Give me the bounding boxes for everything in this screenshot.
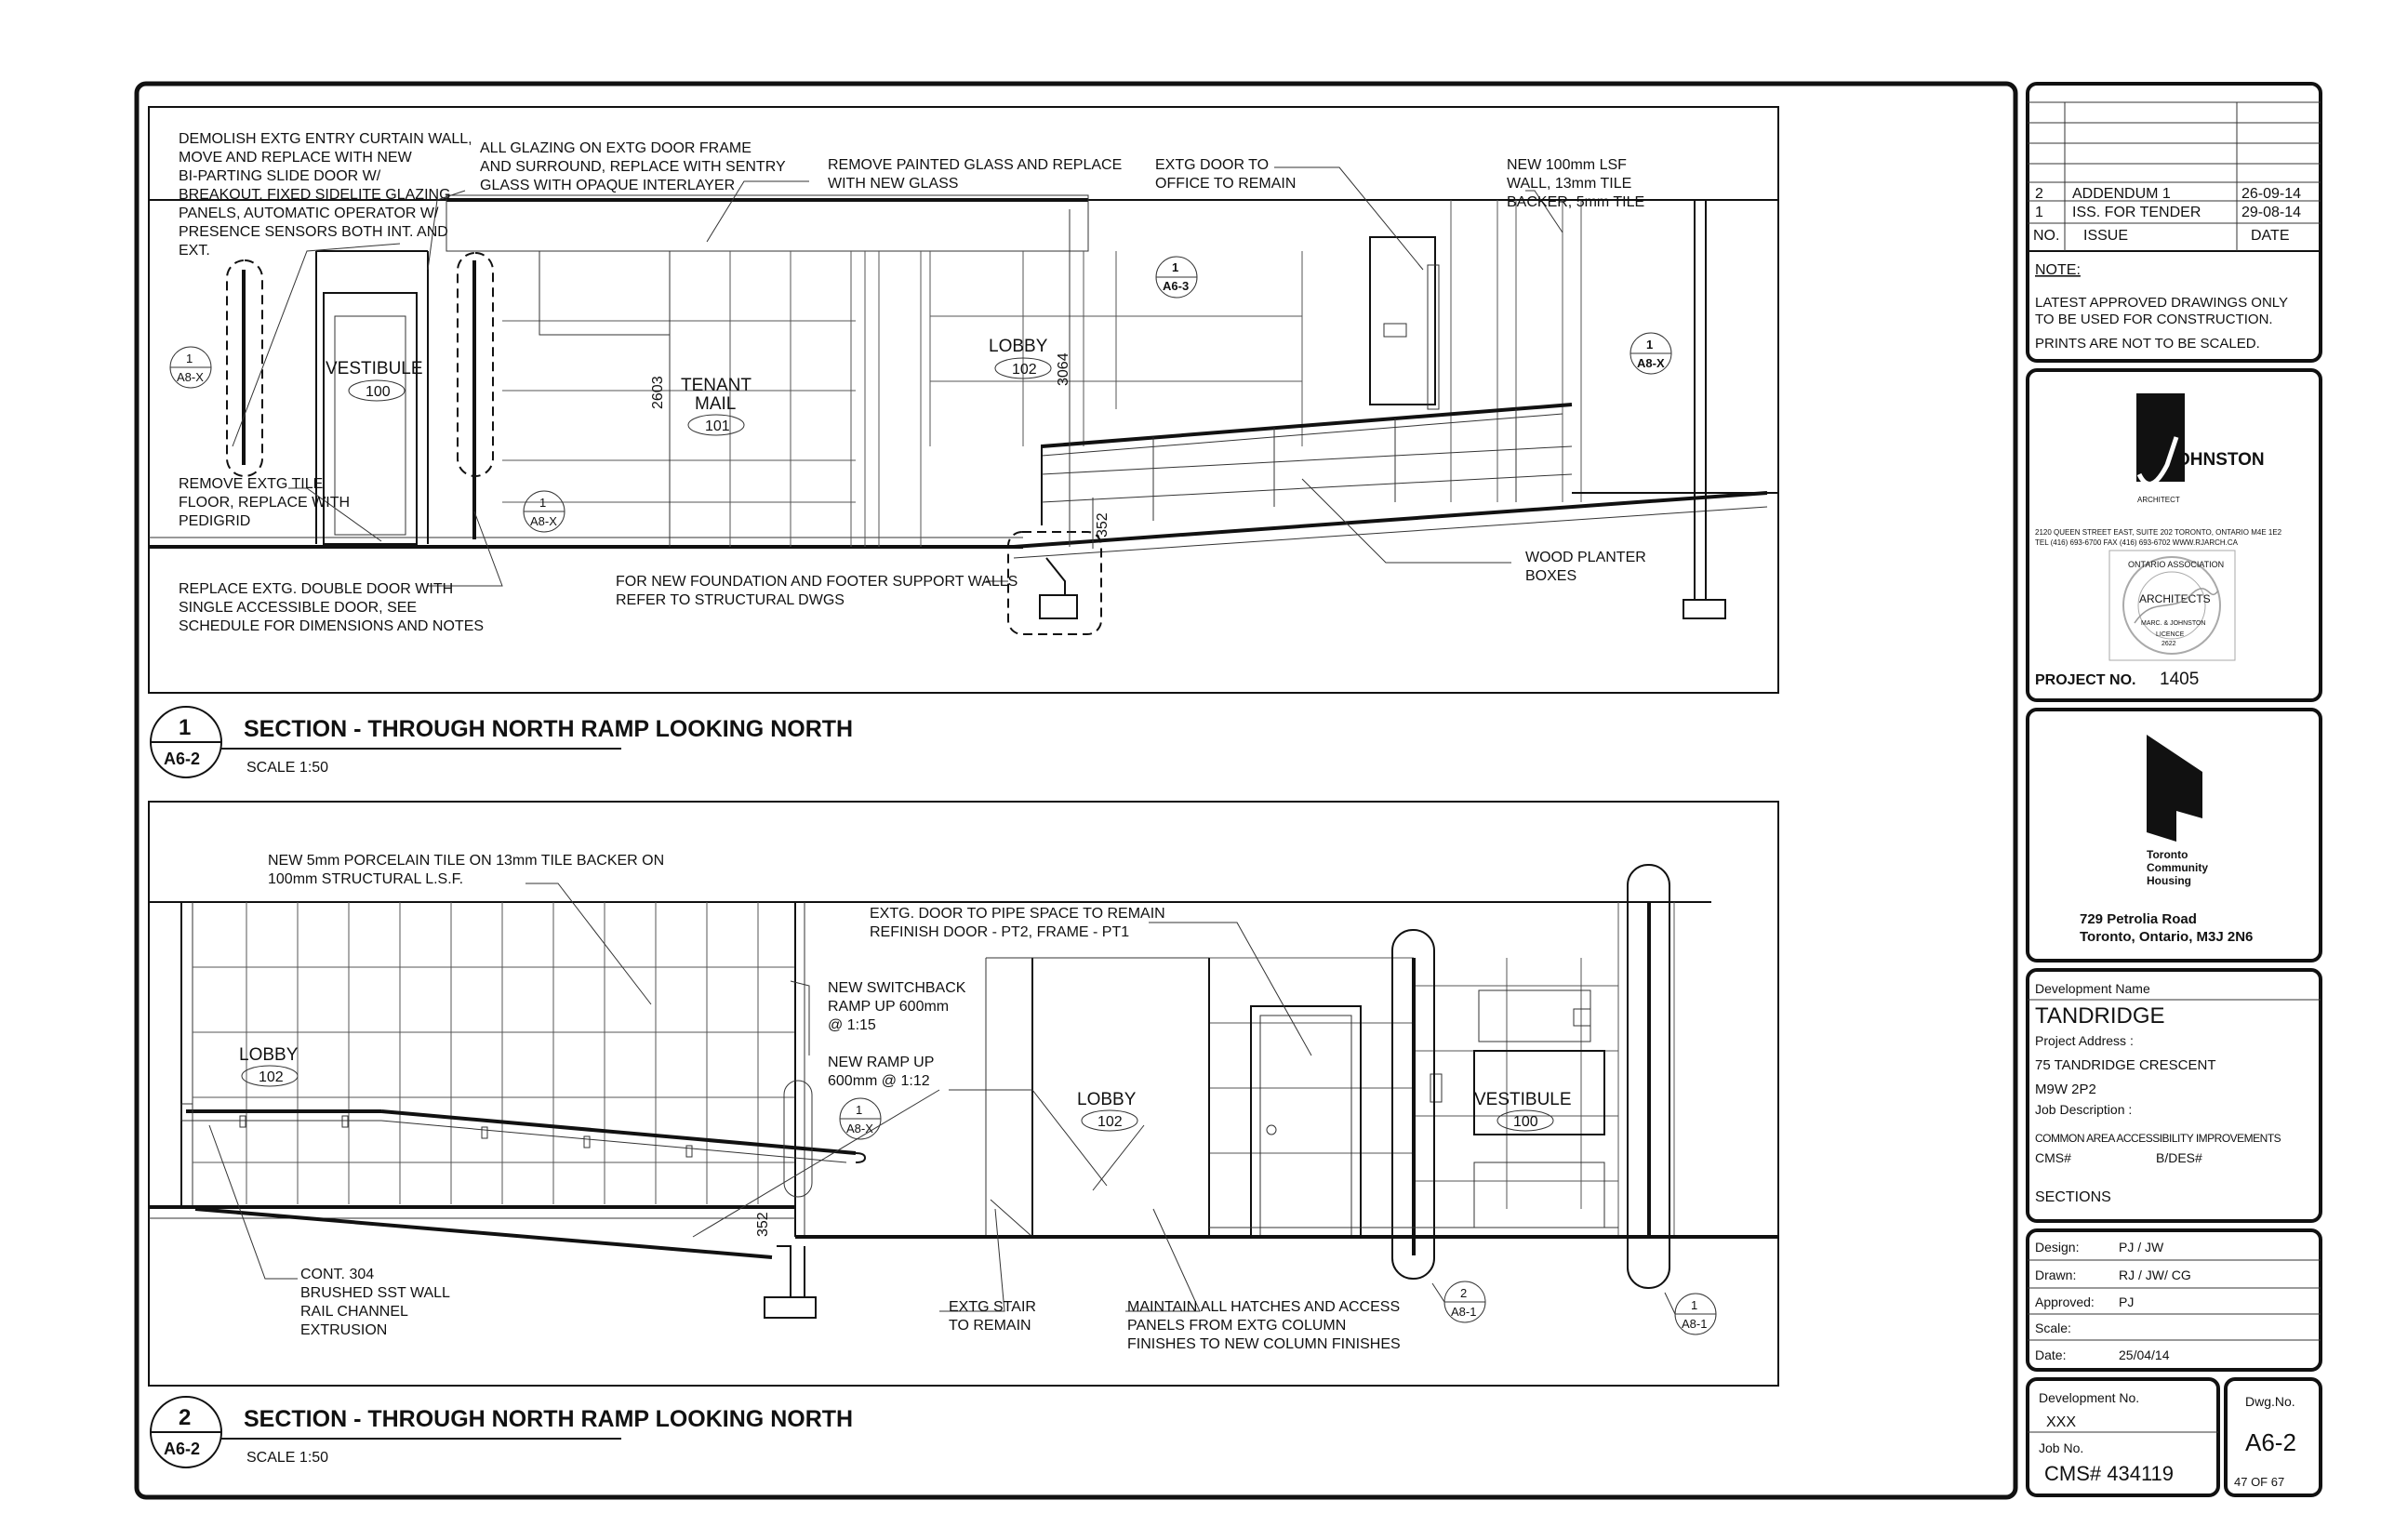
svg-text:EXT.: EXT. xyxy=(179,243,210,259)
svg-text:B/DES#: B/DES# xyxy=(2156,1150,2202,1165)
svg-text:A8-1: A8-1 xyxy=(1451,1305,1477,1319)
credits-block xyxy=(2028,1230,2321,1370)
svg-text:TO BE USED FOR CONSTRUCTION.: TO BE USED FOR CONSTRUCTION. xyxy=(2035,312,2273,327)
svg-text:WOOD PLANTER: WOOD PLANTER xyxy=(1525,550,1646,565)
svg-text:1: 1 xyxy=(1691,1298,1698,1312)
svg-text:EXTG. DOOR TO PIPE SPACE TO RE: EXTG. DOOR TO PIPE SPACE TO REMAIN xyxy=(870,906,1165,922)
svg-text:NEW 5mm PORCELAIN TILE ON 13mm: NEW 5mm PORCELAIN TILE ON 13mm TILE BACKER ON xyxy=(268,853,665,869)
svg-text:102: 102 xyxy=(259,1069,284,1085)
svg-text:1: 1 xyxy=(1646,338,1654,352)
svg-text:NEW SWITCHBACK: NEW SWITCHBACK xyxy=(828,980,966,996)
svg-text:29-08-14: 29-08-14 xyxy=(2241,205,2302,220)
svg-text:VESTIBULE: VESTIBULE xyxy=(1474,1090,1572,1109)
svg-text:ISS. FOR TENDER: ISS. FOR TENDER xyxy=(2072,205,2201,220)
svg-text:ISSUE: ISSUE xyxy=(2083,228,2129,244)
svg-text:47 OF 67: 47 OF 67 xyxy=(2234,1475,2285,1489)
svg-text:MOVE AND REPLACE WITH NEW: MOVE AND REPLACE WITH NEW xyxy=(179,150,412,166)
svg-text:PRINTS ARE NOT TO BE SCALED.: PRINTS ARE NOT TO BE SCALED. xyxy=(2035,336,2260,352)
section-2-title-block xyxy=(151,1397,853,1467)
svg-text:REFINISH DOOR - PT2, FRAME - P: REFINISH DOOR - PT2, FRAME - PT1 xyxy=(870,924,1130,940)
svg-text:26-09-14: 26-09-14 xyxy=(2241,186,2302,202)
svg-text:PJ: PJ xyxy=(2119,1294,2135,1309)
svg-text:1: 1 xyxy=(2035,205,2043,220)
svg-text:EXTG DOOR TO: EXTG DOOR TO xyxy=(1155,157,1270,173)
svg-text:EXTG STAIR: EXTG STAIR xyxy=(949,1299,1036,1315)
svg-text:SINGLE ACCESSIBLE DOOR, SEE: SINGLE ACCESSIBLE DOOR, SEE xyxy=(179,600,418,616)
svg-text:2120 QUEEN STREET EAST, SUITE: 2120 QUEEN STREET EAST, SUITE 202 TORONTO, ONTARIO M4E 1E2 xyxy=(2035,528,2282,537)
svg-text:A8-X: A8-X xyxy=(530,514,557,528)
drawing-number: A6-2 xyxy=(2245,1428,2296,1456)
svg-text:SCHEDULE FOR DIMENSIONS AND NO: SCHEDULE FOR DIMENSIONS AND NOTES xyxy=(179,618,485,634)
svg-text:2622: 2622 xyxy=(2162,641,2176,647)
svg-text:A6-2: A6-2 xyxy=(164,1440,201,1458)
svg-text:ARCHITECTS: ARCHITECTS xyxy=(2139,592,2211,605)
section-2-title: SECTION - THROUGH NORTH RAMP LOOKING NORTH xyxy=(244,1406,854,1432)
svg-text:BOXES: BOXES xyxy=(1525,568,1577,584)
svg-text:25/04/14: 25/04/14 xyxy=(2119,1348,2170,1362)
svg-text:ONTARIO ASSOCIATION: ONTARIO ASSOCIATION xyxy=(2128,560,2225,569)
svg-text:PANELS, AUTOMATIC OPERATOR W/: PANELS, AUTOMATIC OPERATOR W/ xyxy=(179,206,439,221)
svg-text:DATE: DATE xyxy=(2251,228,2290,244)
svg-text:Toronto, Ontario, M3J 2N6: Toronto, Ontario, M3J 2N6 xyxy=(2080,929,2254,945)
svg-text:1: 1 xyxy=(179,715,192,740)
svg-text:BACKER, 5mm TILE: BACKER, 5mm TILE xyxy=(1507,194,1645,210)
svg-text:Job No.: Job No. xyxy=(2039,1440,2084,1455)
section-1-scale: SCALE 1:50 xyxy=(246,760,329,776)
svg-text:600mm @ 1:12: 600mm @ 1:12 xyxy=(828,1073,930,1089)
svg-text:101: 101 xyxy=(705,418,730,434)
development-name: TANDRIDGE xyxy=(2035,1003,2165,1029)
svg-text:TO REMAIN: TO REMAIN xyxy=(949,1318,1031,1334)
svg-text:1: 1 xyxy=(186,352,193,365)
section-2-notes xyxy=(239,853,1707,1352)
svg-text:MAINTAIN ALL HATCHES AND ACCES: MAINTAIN ALL HATCHES AND ACCESS xyxy=(1127,1299,1401,1315)
section-2-scale: SCALE 1:50 xyxy=(246,1450,329,1466)
development-block xyxy=(2028,970,2321,1221)
svg-text:2: 2 xyxy=(1460,1286,1468,1300)
svg-text:BI-PARTING SLIDE DOOR W/: BI-PARTING SLIDE DOOR W/ xyxy=(179,168,381,184)
sheet-title: SECTIONS xyxy=(2035,1189,2111,1205)
svg-text:LATEST APPROVED DRAWINGS ONLY: LATEST APPROVED DRAWINGS ONLY xyxy=(2035,295,2289,311)
svg-text:AND SURROUND, REPLACE WITH SEN: AND SURROUND, REPLACE WITH SENTRY xyxy=(480,159,786,175)
svg-text:Design:: Design: xyxy=(2035,1240,2080,1255)
footer-block xyxy=(2028,1379,2321,1495)
svg-text:LOBBY: LOBBY xyxy=(239,1045,299,1065)
svg-text:WITH NEW GLASS: WITH NEW GLASS xyxy=(828,176,959,192)
svg-text:A6-3: A6-3 xyxy=(1163,279,1190,293)
svg-text:Drawn:: Drawn: xyxy=(2035,1268,2077,1282)
svg-text:100: 100 xyxy=(1513,1114,1538,1130)
svg-text:ALL GLAZING ON EXTG DOOR FRAME: ALL GLAZING ON EXTG DOOR FRAME xyxy=(480,140,752,156)
svg-text:FLOOR, REPLACE WITH: FLOOR, REPLACE WITH xyxy=(179,495,351,511)
svg-text:OFFICE TO REMAIN: OFFICE TO REMAIN xyxy=(1155,176,1297,192)
svg-text:Development No.: Development No. xyxy=(2039,1390,2140,1405)
svg-text:Project Address :: Project Address : xyxy=(2035,1033,2134,1048)
section-1-title-block xyxy=(151,707,853,777)
svg-text:LOBBY: LOBBY xyxy=(1077,1090,1137,1109)
client-logo xyxy=(2147,735,2202,842)
svg-text:XXX: XXX xyxy=(2046,1414,2077,1430)
svg-text:REFER TO STRUCTURAL DWGS: REFER TO STRUCTURAL DWGS xyxy=(616,592,845,608)
svg-text:FINISHES TO NEW COLUMN FINISHE: FINISHES TO NEW COLUMN FINISHES xyxy=(1127,1336,1401,1352)
svg-text:PEDIGRID: PEDIGRID xyxy=(179,513,251,529)
svg-text:A8-X: A8-X xyxy=(1637,356,1665,370)
svg-text:TEL (416) 693-6700 FAX (41: TEL (416) 693-6700 FAX (416) 693-6702 WWW.RJARCH.CA xyxy=(2035,538,2239,547)
svg-text:NEW 100mm LSF: NEW 100mm LSF xyxy=(1507,157,1627,173)
svg-text:352: 352 xyxy=(755,1212,771,1237)
revision-block xyxy=(2028,84,2321,361)
architect-logo xyxy=(2136,393,2185,484)
svg-text:RJ / JW/ CG: RJ / JW/ CG xyxy=(2119,1268,2191,1282)
job-number: CMS# 434119 xyxy=(2044,1462,2175,1485)
svg-text:MARC. & JOHNSTON: MARC. & JOHNSTON xyxy=(2141,620,2206,627)
svg-text:OHNSTON: OHNSTON xyxy=(2176,450,2265,470)
svg-text:CONT. 304: CONT. 304 xyxy=(300,1267,375,1282)
svg-text:RAMP UP 600mm: RAMP UP 600mm xyxy=(828,999,950,1015)
svg-text:@ 1:15: @ 1:15 xyxy=(828,1017,876,1033)
svg-text:VESTIBULE: VESTIBULE xyxy=(326,359,423,378)
svg-text:75 TANDRIDGE CRESCENT: 75 TANDRIDGE CRESCENT xyxy=(2035,1057,2216,1073)
svg-text:Toronto: Toronto xyxy=(2147,848,2188,861)
svg-text:2603: 2603 xyxy=(650,376,666,409)
svg-text:REPLACE EXTG. DOUBLE DOOR WITH: REPLACE EXTG. DOUBLE DOOR WITH xyxy=(179,581,454,597)
svg-text:100mm STRUCTURAL L.S.F.: 100mm STRUCTURAL L.S.F. xyxy=(268,871,464,887)
architect-seal xyxy=(2109,551,2235,660)
svg-text:REMOVE EXTG TILE: REMOVE EXTG TILE xyxy=(179,476,324,492)
svg-text:729 Petrolia Road: 729 Petrolia Road xyxy=(2080,911,2197,927)
svg-text:ADDENDUM 1: ADDENDUM 1 xyxy=(2072,186,2171,202)
svg-text:RAIL CHANNEL: RAIL CHANNEL xyxy=(300,1304,408,1320)
svg-text:102: 102 xyxy=(1097,1114,1123,1130)
svg-text:1: 1 xyxy=(856,1103,863,1117)
svg-text:A8-X: A8-X xyxy=(177,370,204,384)
svg-text:A6-2: A6-2 xyxy=(164,750,201,768)
svg-text:100: 100 xyxy=(366,384,391,400)
svg-text:352: 352 xyxy=(1095,512,1111,538)
svg-text:PJ / JW: PJ / JW xyxy=(2119,1240,2164,1255)
svg-text:Scale:: Scale: xyxy=(2035,1321,2071,1335)
svg-text:1: 1 xyxy=(539,496,547,510)
svg-text:REMOVE PAINTED GLASS AND REPLA: REMOVE PAINTED GLASS AND REPLACE xyxy=(828,157,1123,173)
svg-text:2: 2 xyxy=(2035,186,2043,202)
svg-text:Development Name: Development Name xyxy=(2035,981,2150,996)
svg-text:LOBBY: LOBBY xyxy=(989,337,1048,356)
svg-text:Housing: Housing xyxy=(2147,874,2191,887)
svg-text:NOTE:: NOTE: xyxy=(2035,262,2081,278)
svg-text:COMMON AREA ACCESSIBILITY IMPR: COMMON AREA ACCESSIBILITY IMPROVEMENTS xyxy=(2035,1132,2281,1145)
svg-text:CMS#: CMS# xyxy=(2035,1150,2071,1165)
svg-text:102: 102 xyxy=(1012,362,1037,378)
svg-text:A8-X: A8-X xyxy=(846,1122,873,1135)
svg-text:2: 2 xyxy=(179,1405,192,1430)
svg-text:EXTRUSION: EXTRUSION xyxy=(300,1322,388,1338)
svg-text:1: 1 xyxy=(1172,260,1179,274)
svg-text:NO.: NO. xyxy=(2033,228,2060,244)
svg-text:M9W 2P2: M9W 2P2 xyxy=(2035,1082,2096,1097)
svg-text:Job Description :: Job Description : xyxy=(2035,1102,2133,1117)
architect-block xyxy=(2028,370,2321,700)
svg-text:WALL, 13mm TILE: WALL, 13mm TILE xyxy=(1507,176,1632,192)
svg-text:Date:: Date: xyxy=(2035,1348,2067,1362)
svg-text:ARCHITECT: ARCHITECT xyxy=(2137,496,2180,504)
svg-text:Approved:: Approved: xyxy=(2035,1294,2095,1309)
svg-text:Dwg.No.: Dwg.No. xyxy=(2245,1394,2295,1409)
svg-text:BRUSHED SST WALL: BRUSHED SST WALL xyxy=(300,1285,450,1301)
svg-text:NEW RAMP UP: NEW RAMP UP xyxy=(828,1055,935,1070)
svg-text:LICENCE: LICENCE xyxy=(2156,631,2185,638)
svg-text:1405: 1405 xyxy=(2160,670,2200,689)
svg-text:PRESENCE SENSORS BOTH INT. AND: PRESENCE SENSORS BOTH INT. AND xyxy=(179,224,448,240)
svg-text:GLASS WITH OPAQUE INTERLAYER: GLASS WITH OPAQUE INTERLAYER xyxy=(480,178,736,193)
svg-text:MAIL: MAIL xyxy=(695,394,737,414)
section-1-title: SECTION - THROUGH NORTH RAMP LOOKING NORTH xyxy=(244,716,854,742)
svg-text:PROJECT NO.: PROJECT NO. xyxy=(2035,672,2136,688)
svg-text:Community: Community xyxy=(2147,861,2208,874)
svg-text:A8-1: A8-1 xyxy=(1682,1317,1708,1331)
svg-text:DEMOLISH EXTG ENTRY CURTAIN WA: DEMOLISH EXTG ENTRY CURTAIN WALL, xyxy=(179,131,472,147)
svg-text:3064: 3064 xyxy=(1056,352,1071,386)
svg-text:PANELS FROM EXTG COLUMN: PANELS FROM EXTG COLUMN xyxy=(1127,1318,1347,1334)
client-block xyxy=(2028,710,2321,961)
svg-text:BREAKOUT, FIXED SIDELITE GLAZI: BREAKOUT, FIXED SIDELITE GLAZING xyxy=(179,187,451,203)
svg-text:TENANT: TENANT xyxy=(681,376,752,395)
svg-text:FOR NEW FOUNDATION AND FOOTER: FOR NEW FOUNDATION AND FOOTER SUPPORT WALLS xyxy=(616,574,1018,590)
